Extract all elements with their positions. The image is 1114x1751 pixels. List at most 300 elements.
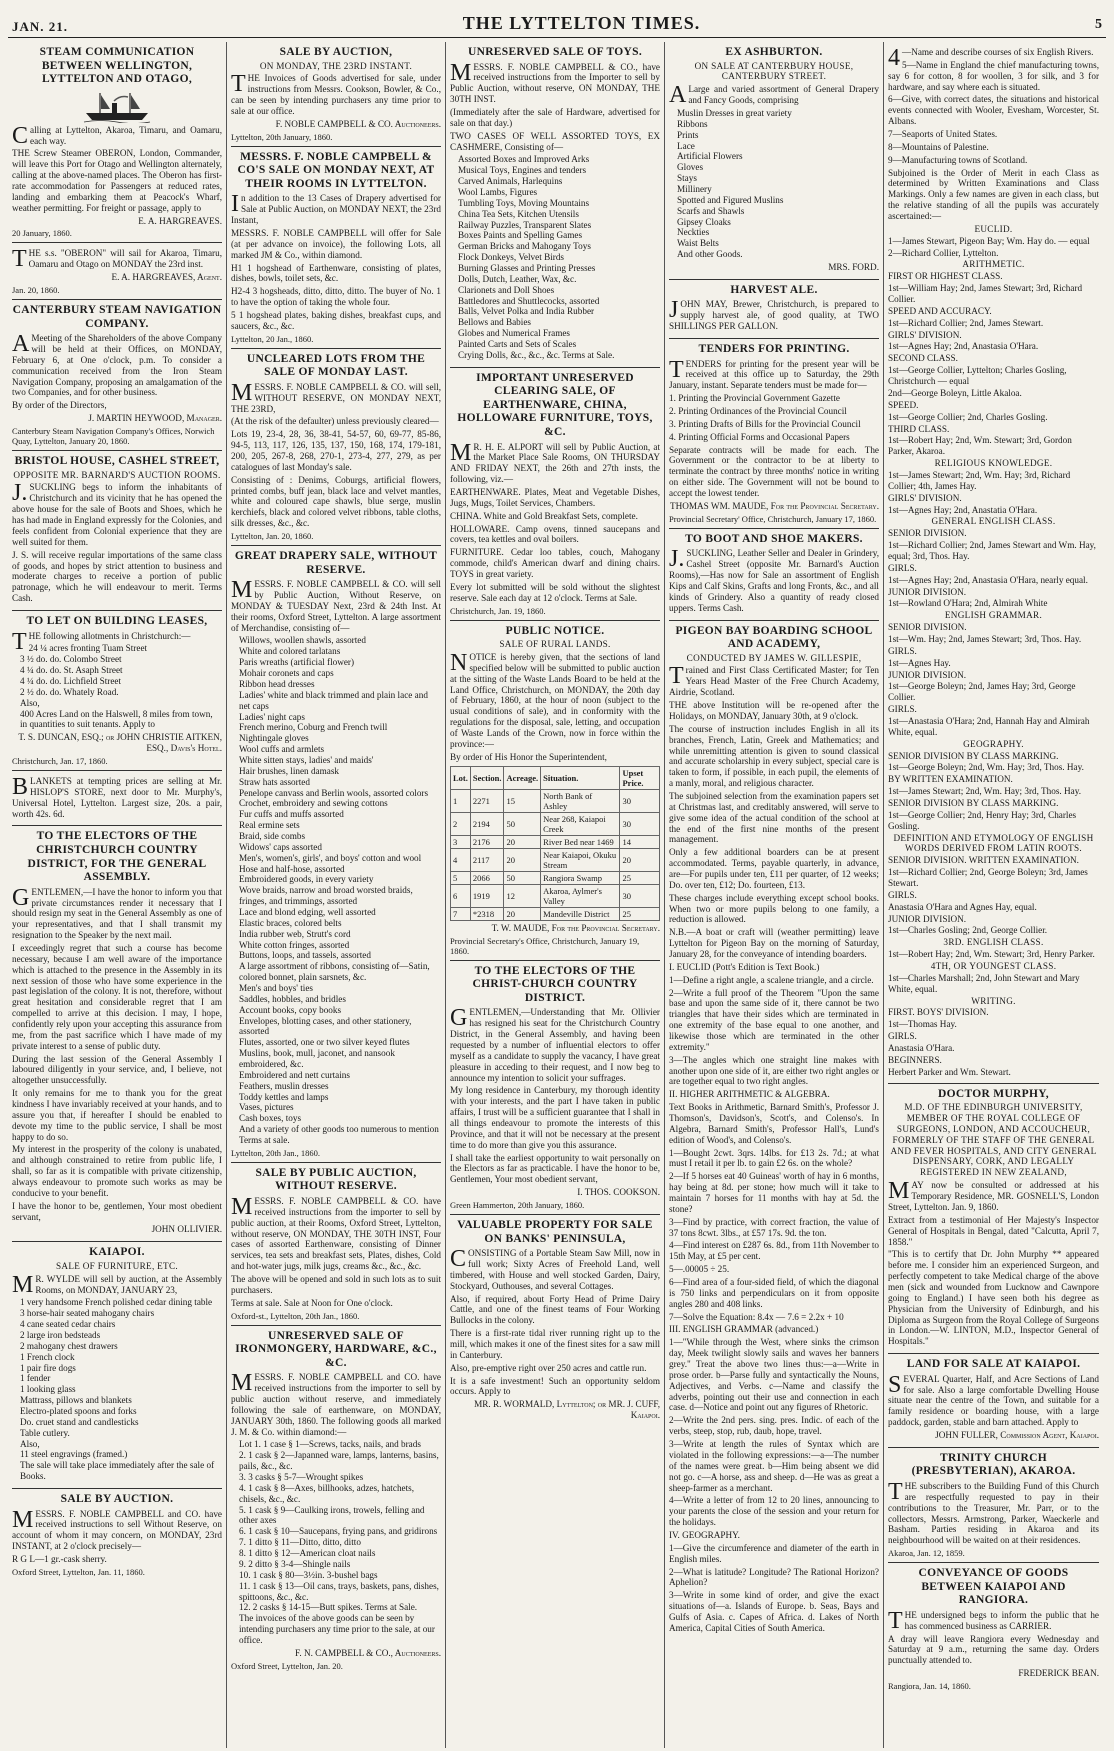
prize-section-title: 4TH, OR YOUNGEST CLASS. bbox=[930, 961, 1057, 972]
ad-paragraph: H1 1 hogshead of Earthenware, consisting of plates, dishes, bowls, toilet sets, &c. bbox=[231, 262, 441, 284]
table-cell: 20 bbox=[504, 907, 541, 920]
prize-line: 1st—Agnes Hay; 2nd, Anastasia O'Hara. bbox=[888, 341, 1039, 352]
column-3 bbox=[446, 42, 665, 1748]
list-item: 6. 1 cask § 10—Saucepans, frying pans, and gridirons bbox=[239, 1526, 438, 1537]
ad-heading: VALUABLE PROPERTY FOR SALE ON BANKS' PENINSULA, bbox=[457, 1219, 653, 1245]
prize-line: JUNIOR DIVISION. bbox=[888, 669, 967, 680]
ad-paragraph: 6—Find area of a four-sided field, of which the diagonal is 750 links and perpendiculars on it from opposite angles 280 and 408 links. bbox=[669, 1277, 879, 1309]
ad-paragraph: My interest in the prosperity of the colony is unabated, and although constrained to retire from public life, I shall, so far as it is compatible with private citizenship, always endeavour to promote such works as may be conducive to your benefit. bbox=[12, 1144, 222, 1198]
ad-paragraph: MESSRS. F. NOBLE CAMPBELL and CO. have received instructions from the importer to sell by public auction without reserve, and immediately following the sale of earthenware, on MONDAY, JANUARY 30th, 1860. The following goods all marked J. M. & Co. within diamond:— bbox=[231, 1370, 441, 1437]
table-cell: Rangiora Swamp bbox=[541, 871, 620, 884]
table-cell: *2318 bbox=[470, 907, 504, 920]
ad-paragraph: MESSRS. F. NOBLE CAMPBELL & CO., have received instructions from the Importer to sell by Public Auction, without reserve, ON MONDAY, THE 30TH INST. bbox=[450, 59, 660, 105]
advertisement bbox=[888, 1354, 1099, 1448]
ad-paragraph: MESSRS. F. NOBLE CAMPBELL will offer for Sale (at per advance on invoice), the following Lots, all marked JM & Co., within diamond. bbox=[231, 228, 441, 260]
prize-line: SENIOR DIVISION BY CLASS MARKING. bbox=[888, 798, 1059, 808]
prize-line: 1st—Charles Marshall; 2nd, John Stewart and Mary White, equal. bbox=[888, 972, 1080, 994]
list-item: Ladies' white and black trimmed and plain lace and net caps bbox=[239, 689, 428, 711]
prize-line: 1st—Anastasia O'Hara; 2nd, Hannah Hay and Almirah White, equal. bbox=[888, 715, 1090, 737]
ad-subheading: ON SALE AT CANTERBURY HOUSE, CANTERBURY STREET. bbox=[694, 60, 854, 82]
table-cell: 7 bbox=[451, 907, 471, 920]
ad-date: Christchurch, Jan. 19, 1860. bbox=[450, 605, 546, 616]
ad-heading: TRINITY CHURCH (PRESBYTERIAN), AKAROA. bbox=[911, 1451, 1076, 1478]
table-cell: North Bank of Ashley bbox=[541, 789, 620, 812]
ad-date: Oxford Street, Lyttelton, Jan. 11, 1860. bbox=[12, 1566, 145, 1577]
masthead bbox=[8, 6, 1106, 38]
table-cell: Near 268, Kaiapoi Creek bbox=[541, 812, 620, 835]
ad-heading: DOCTOR MURPHY, bbox=[938, 1087, 1049, 1100]
table-row bbox=[451, 812, 660, 835]
ad-date: Lyttelton, 20 Jan., 1860. bbox=[231, 333, 314, 344]
list-item: Neckties bbox=[677, 227, 710, 238]
list-item: Battledores and Shuttlecocks, assorted bbox=[458, 295, 600, 306]
table-header: Situation. bbox=[541, 766, 620, 789]
table-cell: 3 bbox=[451, 835, 471, 848]
list-item: Wool Lambs, Figures bbox=[458, 187, 538, 198]
ad-heading: UNRESERVED SALE OF TOYS. bbox=[467, 46, 643, 58]
list-item: Crying Dolls, &c., &c., &c. Terms at Sale. bbox=[458, 349, 615, 360]
prize-line: FIRST OR HIGHEST CLASS. bbox=[888, 271, 1003, 282]
list-item: 9. 2 ditto § 3-4—Shingle nails bbox=[239, 1558, 351, 1569]
list-item: Gipsey Cloaks bbox=[677, 216, 731, 227]
ad-date: Lyttelton, 20th Jan., 1860. bbox=[231, 1147, 321, 1158]
prize-line: 1st—George Boleyn; 2nd, Wm. Hay; 3rd, Thos. Hay. bbox=[888, 762, 1084, 773]
advertisement bbox=[669, 280, 879, 339]
table-cell: 1 bbox=[451, 789, 471, 812]
advertisement bbox=[12, 451, 222, 611]
advertisement bbox=[231, 1326, 441, 1675]
list-item: Balls, Velvet Polka and India Rubber bbox=[458, 306, 595, 317]
prize-line: 1st—Agnes Hay. bbox=[888, 657, 951, 668]
ad-paragraph: Also, pre-emptive right over 250 acres and cattle run. bbox=[450, 1362, 647, 1373]
land-sale-table bbox=[450, 766, 660, 921]
ad-paragraph: CONSISTING of a Portable Steam Saw Mill, now in full work; Sixty Acres of Freehold Land, well timbered, with House and well stocked Garden, Dairy, Stockyard, Outhouses, and several Cottages. bbox=[450, 1246, 660, 1291]
ad-paragraph: By order of His Honor the Superintendent, bbox=[450, 751, 607, 762]
ad-subheading: M.D. OF THE EDINBURGH UNIVERSITY, MEMBER OF THE ROYAL COLLEGE OF SURGEONS, LONDON, AND ACCOUCHEUR, FORMERLY OF THE STAFF OF THE GENERAL AND FEVER HOSPITALS, AND CITY GENERAL DISPENSARY, CORK, AND LEGALLY REGISTERED IN NEW ZEALAND, bbox=[890, 1102, 1097, 1178]
table-cell: 50 bbox=[504, 812, 541, 835]
list-item: Flock Donkeys, Velvet Birds bbox=[458, 252, 564, 263]
list-item: 400 Acres Land on the Halswell, 8 miles from town, in quantities to suit tenants. Apply to bbox=[20, 708, 213, 730]
list-item: 1 looking glass bbox=[20, 1384, 76, 1395]
item-list bbox=[12, 1297, 222, 1482]
table-cell: Near Kaiapoi, Okuku Stream bbox=[541, 848, 620, 871]
ad-paragraph: There is a first-rate tidal river running right up to the mill, which makes it one of the finest sites for a saw mill in Canterbury. bbox=[450, 1328, 660, 1360]
prize-line: 1st—Robert Hay; 2nd, Wm. Stewart; 3rd, Henry Parker. bbox=[888, 949, 1095, 960]
prize-line: GIRLS. bbox=[888, 1031, 917, 1042]
ad-heading: CANTERBURY STEAM NAVIGATION COMPANY. bbox=[12, 304, 222, 330]
ad-date: Provincial Secretary' Office, Christchurch, January 17, 1860. bbox=[669, 513, 877, 524]
ad-paragraph: SEVERAL Quarter, Half, and Acre Sections of Land for sale. Also a large comfortable Dwelling House situate near the centre of the Town, and suitable for a family residence or boarding house, with a large paddock, garden, stable and barn attached. Apply to bbox=[888, 1371, 1099, 1428]
prize-line: SPEED. bbox=[888, 399, 919, 410]
prize-line: Anastasia O'Hara. bbox=[888, 1043, 955, 1054]
list-item: Table cutlery. bbox=[20, 1427, 70, 1438]
table-cell: 30 bbox=[620, 812, 660, 835]
list-item: 2 mahogany chest drawers bbox=[20, 1340, 118, 1351]
ad-paragraph: 7—Solve the Equation: 8.4x — 7.6 = 2.2x + 10 bbox=[669, 1311, 844, 1322]
table-row bbox=[451, 884, 660, 907]
list-item: 7. 1 ditto § 11—Ditto, ditto, ditto bbox=[239, 1537, 361, 1548]
ad-paragraph: THE s.s. "OBERON" will sail for Akaroa, Timaru, Oamaru and Otago on MONDAY the 23rd inst. bbox=[12, 246, 222, 273]
prize-line: GIRLS. bbox=[888, 645, 917, 656]
list-item: Painted Carts and Sets of Scales bbox=[458, 339, 577, 350]
ad-signature: F. N. CAMPBELL & CO., Auctioneers. bbox=[294, 1647, 441, 1658]
ad-paragraph: 3—Write in some kind of order, and give the exact situations of—a. Islands of Europe. b. Seas, Bays and Gulfs of Asia. c. Capes of Africa. d. Lakes of North America, Capital Cities of South America. bbox=[669, 1590, 879, 1633]
ad-heading: UNRESERVED SALE OF IRONMONGERY, HARDWARE, &C., &C. bbox=[235, 1329, 437, 1369]
ad-paragraph: Extract from a testimonial of Her Majesty's Inspector General of Hospitals in Bengal, dated "Calcutta, April 7, 1858." bbox=[888, 1214, 1099, 1247]
ad-paragraph: BLANKETS at tempting prices are selling at Mr. HISLOP'S STORE, next door to Mr. Murphy's, Universal Hotel, Lyttelton. Largest size, 20s. a pair, worth 42s. 6d. bbox=[12, 773, 222, 819]
prize-line: JUNIOR DIVISION. bbox=[888, 586, 967, 597]
list-item: Braid, side combs bbox=[239, 830, 306, 841]
table-cell: 20 bbox=[620, 848, 660, 871]
ad-subheading: OPPOSITE MR. BARNARD'S AUCTION ROOMS. bbox=[13, 469, 221, 480]
list-item: Envelopes, blotting cases, and other stationery, assorted bbox=[239, 1015, 412, 1037]
prize-line: 1st—George Boleyn; 2nd, James Hay; 3rd, George Collier. bbox=[888, 681, 1076, 703]
ad-paragraph: III. ENGLISH GRAMMAR (advanced.) bbox=[669, 1324, 819, 1335]
ad-signature: MR. R. WORMALD, Lyttelton; or MR. J. CUFF, Kaiapoi. bbox=[474, 1399, 660, 1421]
list-item: A large assortment of ribbons, consisting of—Satin, colored bonnet, plain sarsnets, &c. bbox=[239, 961, 430, 983]
advertisement bbox=[231, 42, 441, 147]
prize-section-title: ARITHMETIC. bbox=[962, 259, 1025, 270]
ad-signature: T. S. DUNCAN, ESQ.; or JOHN CHRISTIE AITKEN, ESQ., Davis's Hotel. bbox=[18, 732, 222, 754]
ad-heading: SALE BY AUCTION, bbox=[279, 46, 393, 58]
ad-paragraph: These charges include everything except school books. When two or more pupils belong to one family, a reduction is allowed. bbox=[669, 892, 879, 925]
list-item: Electro-plated spoons and forks bbox=[20, 1406, 137, 1417]
advertisement bbox=[12, 1242, 222, 1489]
ad-date: Lyttelton, 20th January, 1860. bbox=[231, 131, 333, 142]
ad-signature: I. THOS. COOKSON. bbox=[577, 1187, 660, 1198]
list-item: 1 very handsome French polished cedar dining table bbox=[20, 1297, 213, 1308]
ad-date: Oxford-st., Lyttelton, 20th Jan., 1860. bbox=[231, 1310, 360, 1321]
prize-line: GIRLS. bbox=[888, 704, 917, 715]
ad-paragraph: 1—"While through the West, where sinks the crimson day, Meek twilight slowly sails and waves her banners grey." Treat the above two lines thus:—a—Write in prose order. b—Parse fully and syntactically the Nouns, Adjectives, and Verbs. c—Name and classify the adverbs, pointing out their use and connection in each case. d—Notice and point out any figures of Rhetoric. bbox=[669, 1337, 879, 1413]
ad-heading: LAND FOR SALE AT KAIAPOI. bbox=[906, 1358, 1081, 1371]
table-cell: Mandeville District bbox=[541, 907, 620, 920]
ad-paragraph: ALarge and varied assortment of General Drapery and Fancy Goods, comprising bbox=[669, 82, 879, 109]
ad-paragraph: I shall take the earliest opportunity to wait personally on the Electors as far as practicable. I have the honor to be, Gentlemen, Your most obedient servant, bbox=[450, 1152, 660, 1185]
ad-paragraph: THE undersigned begs to inform the public that he has commenced business as CARRIER. bbox=[888, 1607, 1099, 1634]
prize-line: 1st—Richard Collier; 2nd, James Stewart and Wm. Hay, equal; 3rd, Thos. Hay. bbox=[888, 540, 1096, 561]
list-item: Embroidered goods, in every variety bbox=[239, 874, 374, 885]
list-item: Toddy kettles and lamps bbox=[239, 1091, 329, 1102]
table-cell: 15 bbox=[504, 789, 541, 812]
list-item: 2 ½ do. do. Whately Road. bbox=[20, 686, 119, 697]
prize-section-title: GENERAL ENGLISH CLASS. bbox=[931, 516, 1056, 527]
ad-paragraph: Also, if required, about Forty Head of Prime Dairy Cattle, and one of the finest teams of Four Working Bullocks in the colony. bbox=[450, 1293, 660, 1326]
advertisement bbox=[12, 1489, 222, 1581]
ad-paragraph: A dray will leave Rangiora every Wednesday and Saturday at 9 a.m., returning the same day. Orders punctually attended to. bbox=[888, 1633, 1099, 1666]
ad-date: Rangiora, Jan. 14, 1860. bbox=[888, 1680, 971, 1691]
list-item: Penelope canvass and Berlin wools, assorted colors bbox=[239, 787, 429, 798]
ad-paragraph: 9—Manufacturing towns of Scotland. bbox=[888, 154, 1028, 165]
ad-heading: MESSRS. F. NOBLE CAMPBELL & CO'S SALE ON MONDAY NEXT, AT THEIR ROOMS IN LYTTELTON. bbox=[237, 150, 435, 190]
advertisement bbox=[12, 771, 222, 826]
ad-paragraph: II. HIGHER ARITHMETIC & ALGEBRA. bbox=[669, 1089, 830, 1100]
advertisement bbox=[231, 546, 441, 1163]
prize-line: 1st—George Collier; 2nd, Henry Hay; 3rd, Charles Gosling. bbox=[888, 809, 1077, 831]
list-item: Ladies' night caps bbox=[239, 711, 305, 722]
ad-paragraph: 2—Write the 2nd pers. sing. pres. Indic. of each of the verbs, steep, stop, rub, daub, hope, travel. bbox=[669, 1415, 879, 1437]
prize-line: 1st—George Collier; 2nd, Charles Gosling. bbox=[888, 411, 1048, 422]
ad-signature: THOMAS WM. MAUDE, For the Provincial Secretary. bbox=[669, 500, 879, 511]
ad-heading: HARVEST ALE. bbox=[730, 283, 818, 296]
ad-heading: GREAT DRAPERY SALE, WITHOUT RESERVE. bbox=[234, 550, 438, 576]
ad-date: Provincial Secretary's Office, Christchurch, January 19, 1860. bbox=[450, 935, 640, 956]
list-item: Stays bbox=[677, 173, 697, 184]
prize-line: 1—James Stewart, Pigeon Bay; Wm. Hay do. — equal bbox=[888, 235, 1090, 246]
ad-heading: UNCLEARED LOTS FROM THE SALE OF MONDAY LAST. bbox=[246, 352, 426, 379]
ad-paragraph: MR. H. E. ALPORT will sell by Public Auction, at the Market Place Sale Rooms, ON THURSDAY AND FRIDAY NEXT, the 26th and 27th insts, the following, viz.— bbox=[450, 439, 660, 485]
column-1 bbox=[8, 42, 227, 1748]
advertisement bbox=[12, 300, 222, 451]
ad-paragraph: R G L—1 gr.-cask sherry. bbox=[12, 1554, 107, 1565]
advertisement bbox=[888, 1563, 1099, 1695]
table-cell: 25 bbox=[620, 871, 660, 884]
ad-subheading: SALE OF FURNITURE, ETC. bbox=[55, 1260, 178, 1271]
ad-date: Oxford Street, Lyttelton, Jan. 20. bbox=[231, 1660, 343, 1671]
prize-line: 2nd—George Boleyn, Little Akaloa. bbox=[888, 387, 1022, 398]
ad-paragraph: N.B.—A boat or craft will (weather permitting) leave Lyttelton for Pigeon Bay on the morning of Saturday, January 28, for the conveyance of intending boarders. bbox=[669, 927, 879, 959]
column-2 bbox=[227, 42, 446, 1748]
advertisement bbox=[450, 368, 660, 621]
ad-signature: F. NOBLE CAMPBELL & CO. Auctioneers. bbox=[275, 118, 441, 129]
list-item: Account books, copy books bbox=[239, 1004, 342, 1015]
list-item: Saddles, hobbles, and bridles bbox=[239, 993, 346, 1004]
ad-paragraph: THE following allotments in Christchurch:— bbox=[12, 628, 191, 655]
ad-heading: EX ASHBURTON. bbox=[725, 46, 823, 58]
ad-heading: TO THE ELECTORS OF THE CHRIST-CHURCH COUNTRY DISTRICT. bbox=[472, 964, 638, 1004]
ad-paragraph: TENDERS for printing for the present year will be received at this office up to Saturday, the 29th January, instant. Separate tenders must be made for— bbox=[669, 356, 879, 391]
ad-paragraph: AMeeting of the Shareholders of the above Company will be held at their Offices, on MONDAY, February 6, at One o'clock, p.m. To consider a communication received from the Iron Steam Navigation Company, proposing an amalgamation of the two Companies, and for other business. bbox=[12, 331, 222, 398]
prize-section-title: RELIGIOUS KNOWLEDGE. bbox=[934, 458, 1053, 469]
list-item: White and colored tarlatans bbox=[239, 646, 341, 657]
list-item: 2 large iron bedsteads bbox=[20, 1330, 101, 1341]
ad-signature: MRS. FORD. bbox=[828, 262, 879, 273]
ad-paragraph: The subjoined selection from the examination papers set at Christmas last, and creditably answered, will serve to give some idea of the actual condition of the school at the end of the first nine months of the present management. bbox=[669, 790, 879, 845]
prize-line: BEGINNERS. bbox=[888, 1054, 942, 1065]
advertisement bbox=[888, 42, 1099, 1084]
list-item: 11 steel engravings (framed.) bbox=[20, 1449, 128, 1460]
list-item: The invoices of the above goods can be seen by intending purchasers any time prior to the sale, at our office. bbox=[239, 1613, 435, 1645]
list-item: Lace and blond edging, well assorted bbox=[239, 906, 376, 917]
list-item: The sale will take place immediately after the sale of Books. bbox=[20, 1460, 215, 1482]
list-item: Spotted and Figured Muslins bbox=[677, 194, 784, 205]
list-item: Willows, woollen shawls, assorted bbox=[239, 635, 366, 646]
prize-line: SENIOR DIVISION BY CLASS MARKING. bbox=[888, 750, 1059, 761]
list-item: 3. 3 casks § 5-7—Wrought spikes bbox=[239, 1472, 364, 1483]
item-list bbox=[231, 1439, 441, 1645]
ad-subheading: CONDUCTED BY JAMES W. GILLESPIE, bbox=[686, 652, 862, 663]
ad-paragraph: It is a safe investment! Such an opportunity seldom occurs. Apply to bbox=[450, 1375, 660, 1397]
prize-line: 1st—George Collier, Lyttelton; Charles Gosling, Christchurch — equal bbox=[888, 365, 1067, 387]
list-item: 12. 2 casks § 14-15—Butt spikes. Terms at Sale. bbox=[239, 1602, 418, 1613]
ad-paragraph: By order of the Directors, bbox=[12, 400, 107, 411]
prize-section-title: ENGLISH GRAMMAR. bbox=[944, 610, 1043, 621]
ad-signature: JOHN FULLER, Commission Agent, Kaiapoi. bbox=[935, 1429, 1099, 1440]
list-item: Lace bbox=[677, 140, 695, 151]
prize-line: GIRLS. bbox=[888, 562, 917, 573]
ad-heading: STEAM COMMUNICATION BETWEEN WELLINGTON, LYTTELTON AND OTAGO, bbox=[39, 46, 195, 86]
ad-heading: CONVEYANCE OF GOODS BETWEEN KAIAPOI AND RANGIORA. bbox=[918, 1567, 1069, 1607]
table-cell: 1919 bbox=[470, 884, 504, 907]
steamship-icon bbox=[82, 89, 152, 123]
ad-heading: PUBLIC NOTICE. bbox=[505, 624, 605, 637]
list-item: Embroidered and nett curtains bbox=[239, 1069, 350, 1080]
ad-paragraph: THE above Institution will be re-opened after the Holidays, on MONDAY, January 30th, at 9 o'clock. bbox=[669, 700, 879, 721]
ad-paragraph: Subjoined is the Order of Merit in each Class as determined by Written Examinations and Class Markings. Only a few names are given in each class, but the relative standing of all the pupils was accurately ascertained:— bbox=[888, 167, 1099, 222]
ad-paragraph: 1—Give the circumference and diameter of the earth in English miles. bbox=[669, 1542, 879, 1564]
prize-line: BY WRITTEN EXAMINATION. bbox=[888, 774, 1013, 785]
table-cell: 12 bbox=[504, 884, 541, 907]
list-item: 1 fender bbox=[20, 1373, 51, 1384]
ad-paragraph: (Immediately after the sale of Hardware, advertised for sale on that day.) bbox=[450, 107, 660, 128]
table-cell: 2117 bbox=[470, 848, 504, 871]
prize-line: 1st—James Stewart; 2nd, Wm. Hay; 3rd, Richard Collier; 4th, James Hay. bbox=[888, 469, 1071, 491]
list-item: Clarionets and Doll Shoes bbox=[458, 284, 555, 295]
item-list bbox=[669, 108, 879, 260]
ad-paragraph: Separate contracts will be made for each. The Government or the contractor to be at liberty to terminate the contract by three months' notice in writing on either side. The Government will not be bound to accept the lowest tender. bbox=[669, 444, 879, 499]
table-row bbox=[451, 848, 660, 871]
page-number: 5 bbox=[1094, 17, 1102, 33]
list-item: Paris wreaths (artificial flower) bbox=[239, 657, 355, 668]
ad-paragraph: 4—Find interest on £287 6s. 8d., from 11th November to 15th May, at £5 per cent. bbox=[669, 1240, 879, 1262]
ad-paragraph: 5 1 hogshead plates, baking dishes, breakfast cups, and saucers, &c., &c. bbox=[231, 310, 441, 331]
table-cell: 30 bbox=[620, 789, 660, 812]
prize-section-title: EUCLID. bbox=[974, 223, 1013, 234]
list-item: Scarfs and Shawls bbox=[677, 205, 745, 216]
list-item: Do. cruet stand and candlesticks bbox=[20, 1416, 139, 1427]
advertisement bbox=[12, 42, 222, 243]
ad-paragraph: J. S. will receive regular importations of the same class of goods, and hopes by strict attention to business and moderate charges to receive a portion of public patronage, which he will endeavour to merit. Terms Cash. bbox=[12, 549, 222, 604]
newspaper-title: THE LYTTELTON TIMES. bbox=[462, 12, 701, 33]
table-cell: 2271 bbox=[470, 789, 504, 812]
list-item: Wove braids, narrow and broad worsted braids, fringes, and trimmings, assorted bbox=[239, 885, 413, 907]
ad-paragraph: TWO CASES OF WELL ASSORTED TOYS, EX CASHMERE, Consisting of— bbox=[450, 130, 660, 152]
list-item: Real ermine sets bbox=[239, 820, 300, 831]
ad-date: Canterbury Steam Navigation Company's Offices, Norwich Quay, Lyttelton, January 20, 1860. bbox=[12, 426, 215, 447]
table-row bbox=[451, 871, 660, 884]
list-item: Dolls, Dutch, Leather, Wax, &c. bbox=[458, 273, 577, 284]
ad-paragraph: Text Books in Arithmetic, Barnard Smith's, Professor J. Thomson's, Davidson's, Scott's, and Colenso's. In Algebra, Barnard Smith's, Professor Hall's, Lund's edition of Wood's, and Colenso's. bbox=[669, 1102, 879, 1145]
prize-line: 1st—Wm. Hay; 2nd, James Stewart; 3rd, Thos. Hay. bbox=[888, 633, 1082, 644]
ad-paragraph: HOLLOWARE. Camp ovens, tinned saucepans and covers, tea kettles and oval boilers. bbox=[450, 523, 660, 545]
ad-paragraph: IV. GEOGRAPHY. bbox=[669, 1529, 740, 1540]
ad-paragraph: THE Invoices of Goods advertised for sale, under instructions from Messrs. Cookson, Bowler, & Co., can be seen by intending purchasers any time prior to sale at our office. bbox=[231, 71, 441, 116]
prize-line: 1st—Rowland O'Hara; 2nd, Almirah White bbox=[888, 598, 1048, 609]
list-item: Musical Toys, Engines and tenders bbox=[458, 165, 587, 176]
prize-line: Herbert Parker and Wm. Stewart. bbox=[888, 1066, 1011, 1077]
ad-paragraph: Trained and First Class Certificated Master; for Ten Years Head Master of the Free Church Academy, Airdrie, Scotland. bbox=[669, 663, 879, 698]
list-item: White sitten stays, ladies' and maids' bbox=[239, 754, 374, 765]
table-cell: 50 bbox=[504, 871, 541, 884]
list-item: Buttons, loops, and tassels, assorted bbox=[239, 950, 371, 961]
ad-signature: E. A. HARGREAVES. bbox=[138, 215, 222, 226]
prize-line: 1st—James Stewart; 2nd, Wm. Hay; 3rd, Thos. Hay. bbox=[888, 786, 1081, 797]
ad-paragraph: EARTHENWARE. Plates, Meat and Vegetable Dishes, Jugs, Mugs, Toilet Services, Chambers. bbox=[450, 487, 660, 508]
advertisement bbox=[450, 961, 660, 1215]
list-item: Men's, women's, girls', and boys' cotton and wool Hose and half-hose, assorted bbox=[239, 852, 422, 874]
prize-line: GIRLS' DIVISION. bbox=[888, 492, 962, 503]
list-item: Mohair coronets and caps bbox=[239, 668, 334, 679]
list-item: Fur cuffs and muffs assorted bbox=[239, 809, 344, 820]
table-header: Section. bbox=[470, 766, 504, 789]
advertisement bbox=[231, 1163, 441, 1326]
ad-paragraph: MAY now be consulted or addressed at his Temporary Residence, MR. GOSNELL'S, London Street, Lyttelton. Jan. 9, 1860. bbox=[888, 1178, 1099, 1212]
prize-line: SENIOR DIVISION. bbox=[888, 622, 967, 633]
advertisement bbox=[669, 621, 879, 1640]
prize-line: SPEED AND ACCURACY. bbox=[888, 305, 992, 316]
column-4 bbox=[665, 42, 884, 1748]
ad-date: Green Hammerton, 20th January, 1860. bbox=[450, 1200, 585, 1211]
ad-heading: PIGEON BAY BOARDING SCHOOL AND ACADEMY, bbox=[675, 624, 873, 651]
ad-paragraph: Calling at Lyttelton, Akaroa, Timaru, and Oamaru, each way. bbox=[12, 122, 222, 149]
table-cell: 6 bbox=[451, 884, 471, 907]
advertisement bbox=[12, 243, 222, 300]
ad-date: Lyttelton, Jan. 20, 1860. bbox=[231, 531, 314, 542]
advertisement bbox=[669, 529, 879, 621]
ad-paragraph: MR. WYLDE will sell by auction, at the Assembly Rooms, on MONDAY, JANUARY 23, bbox=[12, 1271, 222, 1298]
table-cell: 14 bbox=[620, 835, 660, 848]
ad-heading: KAIAPOI. bbox=[89, 1246, 145, 1259]
ad-paragraph: MESSRS. F. NOBLE CAMPBELL & CO. will sell, WITHOUT RESERVE, ON MONDAY NEXT, THE 23RD, bbox=[231, 379, 441, 414]
list-item: 4 ¼ do. do. St. Asaph Street bbox=[20, 665, 123, 676]
list-item: Mattrass, pillows and blankets bbox=[20, 1395, 132, 1406]
ad-paragraph: My long residence in Canterbury, my thorough identity with your interests, and the part I have taken in public affairs, I trust will be a sufficient guarantee that I shall in all things endeavour to promote the interests of this Province, and that it will not be necessary at the present time to do more than give you this assurance. bbox=[450, 1085, 660, 1150]
list-item: 8. 1 ditto § 12—American cloat nails bbox=[239, 1548, 376, 1559]
item-list bbox=[12, 643, 222, 730]
advertisement bbox=[12, 611, 222, 771]
advertisement bbox=[12, 826, 222, 1242]
ad-paragraph: In addition to the 13 Cases of Drapery advertised for Sale at Public Auction, on MONDAY NEXT, the 23rd Instant, bbox=[231, 191, 441, 226]
prize-line: JUNIOR DIVISION. bbox=[888, 913, 967, 924]
ad-signature: E. A. HARGREAVES, Agent. bbox=[111, 272, 222, 283]
ad-subheading: ON MONDAY, THE 23RD INSTANT. bbox=[259, 60, 413, 71]
ad-heading: BRISTOL HOUSE, CASHEL STREET, bbox=[14, 455, 220, 468]
list-item: 4 ¼ do. do. Lichfield Street bbox=[20, 675, 122, 686]
ad-paragraph: During the last session of the General Assembly I laboured diligently in your service, and, I believe, not altogether unsuccessfully. bbox=[12, 1053, 222, 1086]
prize-line: 2—Richard Collier, Lyttelton. bbox=[888, 247, 999, 258]
issue-date: JAN. 21. bbox=[12, 18, 69, 34]
ad-paragraph: J.SUCKLING begs to inform the inhabitants of Christchurch and its vicinity that he has opened the above house for the sale of Boots and Shoes, which he has had made in England expressly for the Colonies, and feels confident from Colonial experience that they are well suited for them. bbox=[12, 480, 222, 547]
list-item: Muslins, book, mull, jaconet, and nansook embroidered, &c. bbox=[239, 1048, 395, 1069]
advertisement bbox=[450, 1215, 660, 1427]
ad-paragraph: Terms at sale. Sale at Noon for One o'clock. bbox=[231, 1297, 393, 1308]
list-item: Nightingale gloves bbox=[239, 733, 309, 744]
ad-paragraph: 8—Mountains of Palestine. bbox=[888, 141, 989, 152]
list-item: Gloves bbox=[677, 162, 704, 173]
list-item: Boxes Paints and Spelling Games bbox=[458, 230, 583, 241]
prize-section-title: GEOGRAPHY. bbox=[963, 738, 1024, 749]
advertisement bbox=[231, 147, 441, 349]
list-item: 5. 1 cask § 9—Caulking irons, trowels, felling and other axes bbox=[239, 1504, 425, 1526]
list-item: 11. 1 cask § 13—Oil cans, trays, baskets, pans, dishes, spittoons, &c., &c. bbox=[239, 1580, 439, 1602]
table-header: Acreage. bbox=[504, 766, 541, 789]
prize-line: 1st—Charles Gosling; 2nd, George Collier. bbox=[888, 925, 1048, 936]
prize-line: Anastasia O'Hara and Agnes Hay, equal. bbox=[888, 901, 1037, 912]
list-item: 4 cane seated cedar chairs bbox=[20, 1319, 116, 1330]
advertisement bbox=[231, 349, 441, 546]
ad-paragraph: THE subscribers to the Building Fund of this Church are respectfully requested to pay in their contributions to the Treasurer, Mr. Parr, or to the collectors, Messrs. Armstrong, Parker, Waeckerle and Basham. Parties residing in Akaroa and its neighbourhood will be waited on at their residences. bbox=[888, 1478, 1099, 1546]
ad-paragraph: Every lot submitted will be sold without the slightest reserve. Sale each day at 12 o'clock. Terms at Sale. bbox=[450, 581, 660, 603]
ad-paragraph: (At the risk of the defaulter) unless previously cleared— bbox=[231, 416, 439, 427]
ad-paragraph: I exceedingly regret that such a course has become necessary, because I am well aware of the importance which is attached to the presence in the Assembly in its next session of those who have some experience in the past legislation of the colony. It is not, therefore, without great hesitation and considerable regret that I am compelled to arrive at this decision. I may, I hope, confidently rely upon your accepting this assurance from me, from the past sacrifice which I have made of my private interest to a sense of public duty. bbox=[12, 942, 222, 1051]
ad-paragraph: "This is to certify that Dr. John Murphy ** appeared before me. I consider him an experienced Surgeon, and perfectly competent to take Medical charge of the above men (sick and wounded from Lucknow and Cawnpore going to England.) I have seen both his degree as Physician from the University of Edinburgh, and his Diploma as Surgeon from the Royal College of Surgeons in London.—W. LINTON, M.D., Inspector General of Hospitals." bbox=[888, 1249, 1099, 1347]
prize-line: 1st—Richard Collier; 2nd, George Boleyn; 3rd, James Stewart. bbox=[888, 867, 1088, 889]
list-item: And a variety of other goods too numerous to mention bbox=[239, 1124, 439, 1135]
list-item: 24 ¼ acres fronting Tuam Street bbox=[28, 643, 148, 654]
table-cell: 30 bbox=[620, 884, 660, 907]
ad-paragraph: 6—Give, with correct dates, the situations and historical events connected with Wooler, Evesham, Worcester, St. Albans. bbox=[888, 94, 1099, 127]
ad-paragraph: 4—Write a letter of from 12 to 20 lines, announcing to your parents the close of the session and your return for the holidays. bbox=[669, 1495, 879, 1528]
